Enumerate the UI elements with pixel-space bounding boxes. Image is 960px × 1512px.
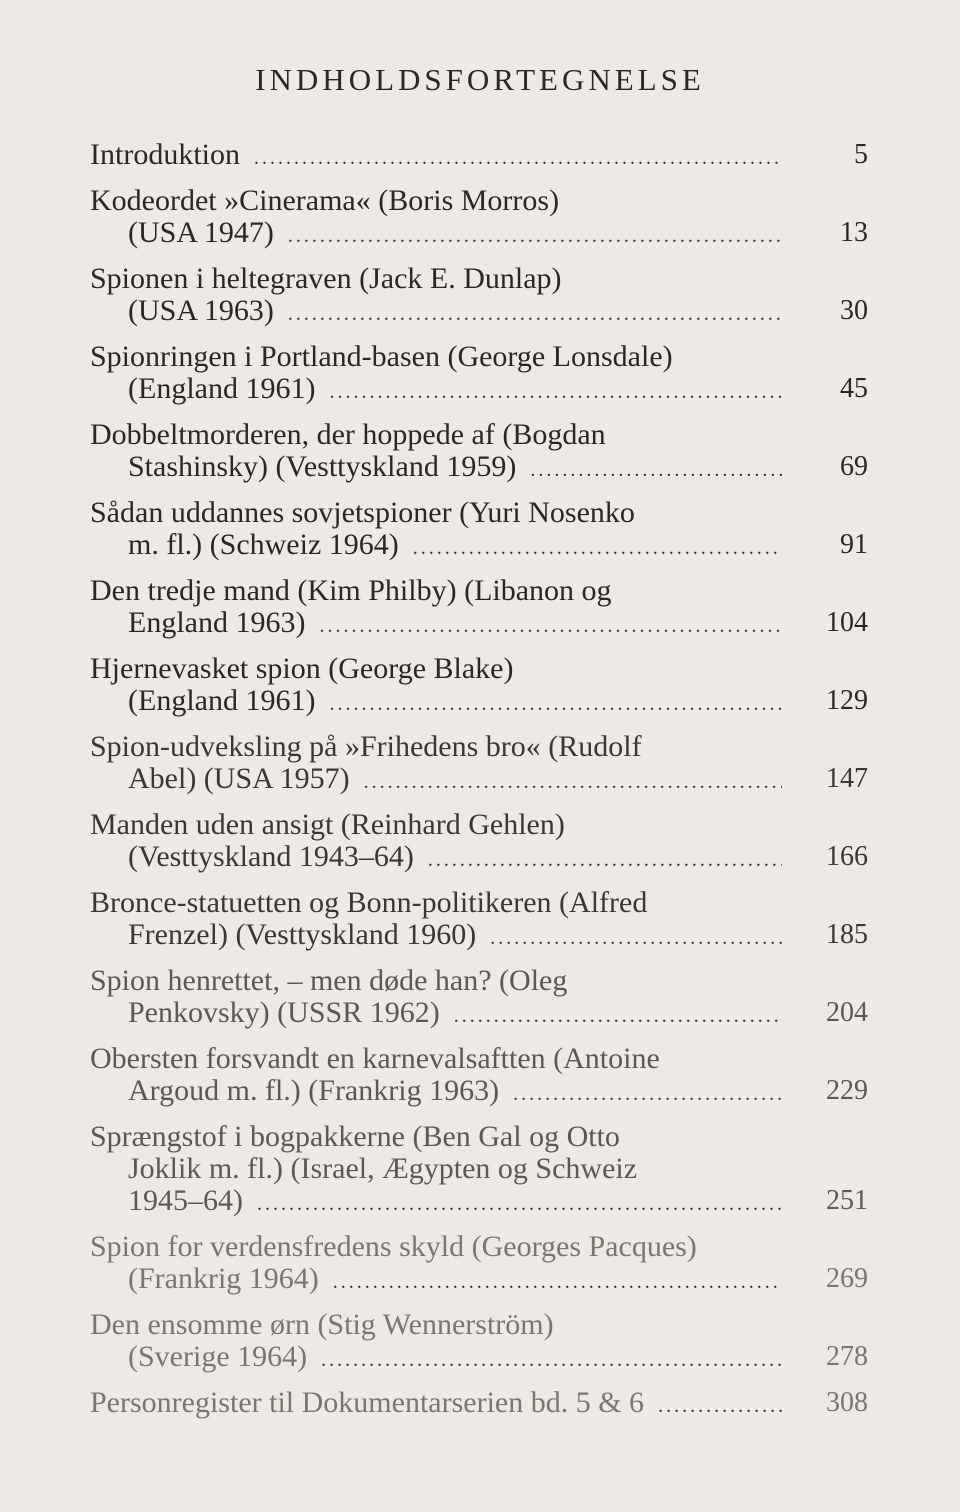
toc-entry-title-line — [128, 294, 792, 328]
page-number: 185 — [826, 919, 868, 950]
dot-leader — [490, 921, 782, 955]
toc-entry-text: Spion-udveksling på »Frihedens bro« (Rudolf — [90, 730, 642, 763]
dot-leader — [413, 531, 782, 565]
page-number: 269 — [826, 1263, 868, 1294]
dot-leader — [288, 219, 782, 253]
toc-entry-title-line — [128, 996, 792, 1030]
toc-entry-text: Den tredje mand (Kim Philby) (Libanon og — [90, 574, 612, 607]
page-title: INDHOLDSFORTEGNELSE — [255, 62, 705, 97]
dot-leader — [364, 765, 782, 799]
page-number: 5 — [854, 139, 868, 170]
toc-entry-text: Argoud m. fl.) (Frankrig 1963) — [128, 1074, 500, 1107]
toc-entry-title-line — [90, 138, 792, 172]
toc-entry-text: Spion for verdensfredens skyld (Georges Pacques) — [90, 1230, 697, 1263]
dot-leader — [329, 687, 782, 721]
dot-leader — [257, 1187, 782, 1221]
toc-entry-text: Kodeordet »Cinerama« (Boris Morros) — [90, 184, 560, 217]
dot-leader — [454, 999, 782, 1033]
toc-entry-text: Stashinsky) (Vesttyskland 1959) — [128, 450, 517, 483]
toc-entry-title-line — [128, 1262, 792, 1296]
page-number: 91 — [840, 529, 868, 560]
toc-entry-text: Hjernevasket spion (George Blake) — [90, 652, 514, 685]
toc-entry-text: (Vesttyskland 1943–64) — [128, 840, 414, 873]
toc-entry-text: Sådan uddannes sovjetspioner (Yuri Nosenko — [90, 496, 635, 529]
page-number: 129 — [826, 685, 868, 716]
page-number: 69 — [840, 451, 868, 482]
dot-leader — [530, 453, 782, 487]
toc-entry-text: Spionringen i Portland-basen (George Lonsdale) — [90, 340, 673, 373]
page-number: 104 — [826, 607, 868, 638]
toc-entry-text: Spionen i heltegraven (Jack E. Dunlap) — [90, 262, 562, 295]
toc-entry-text: Bronce-statuetten og Bonn-politikeren (Alfred — [90, 886, 648, 919]
toc-entry-text: Penkovsky) (USSR 1962) — [128, 996, 440, 1029]
page-number: 251 — [826, 1185, 868, 1216]
toc-entry-title-line — [128, 684, 792, 718]
toc-entry-text: (Frankrig 1964) — [128, 1262, 319, 1295]
page-number: 204 — [826, 997, 868, 1028]
dot-leader — [319, 609, 782, 643]
dot-leader — [333, 1265, 782, 1299]
page-number: 30 — [840, 295, 868, 326]
dot-leader — [288, 297, 782, 331]
toc-entry-title-line — [128, 528, 792, 562]
toc-entry-text: (USA 1947) — [128, 216, 274, 249]
toc-entry-text: (USA 1963) — [128, 294, 274, 327]
toc-entry-title-line — [128, 450, 792, 484]
page-number: 45 — [840, 373, 868, 404]
toc-entry-text: m. fl.) (Schweiz 1964) — [128, 528, 399, 561]
toc-entry-title-line — [128, 1184, 792, 1218]
toc-entry-text: Joklik m. fl.) (Israel, Ægypten og Schweiz — [128, 1152, 638, 1185]
toc-entry-text: Abel) (USA 1957) — [128, 762, 350, 795]
toc-entry-text: Den ensomme ørn (Stig Wennerström) — [90, 1308, 554, 1341]
toc-entry-text: (England 1961) — [128, 372, 316, 405]
page-number: 278 — [826, 1341, 868, 1372]
toc-entry-text: Personregister til Dokumentarserien bd. 5 & 6 — [90, 1386, 645, 1419]
toc-entry-text: (Sverige 1964) — [128, 1340, 308, 1373]
page-number: 13 — [840, 217, 868, 248]
toc-entry-title-line — [90, 1386, 792, 1420]
toc-entry-title-line — [128, 1074, 792, 1108]
toc-entry-text: Spion henrettet, – men døde han? (Oleg — [90, 964, 568, 997]
dot-leader — [428, 843, 782, 877]
toc-entry-title-line — [128, 918, 792, 952]
page-number: 166 — [826, 841, 868, 872]
toc-entry-text: Frenzel) (Vesttyskland 1960) — [128, 918, 477, 951]
toc-entry-title-line — [128, 216, 792, 250]
toc-entry-text: Dobbeltmorderen, der hoppede af (Bogdan — [90, 418, 606, 451]
toc-entry-title-line — [128, 606, 792, 640]
dot-leader — [329, 375, 782, 409]
toc-entry-text: Obersten forsvandt en karnevalsaftten (Antoine — [90, 1042, 660, 1075]
dot-leader — [658, 1389, 782, 1423]
page-number: 147 — [826, 763, 868, 794]
toc-entry-title-line — [128, 840, 792, 874]
toc-entry-text: 1945–64) — [128, 1184, 243, 1217]
toc-entry-title-line — [128, 1340, 792, 1374]
toc-entry-text: Manden uden ansigt (Reinhard Gehlen) — [90, 808, 565, 841]
dot-leader — [513, 1077, 782, 1111]
page-number: 308 — [826, 1387, 868, 1418]
dot-leader — [254, 141, 782, 175]
toc-entry-text: England 1963) — [128, 606, 306, 639]
toc-entry-text: Introduktion — [90, 138, 240, 171]
toc-entry-text: Sprængstof i bogpakkerne (Ben Gal og Otto — [90, 1120, 620, 1153]
toc-entry-title-line — [128, 762, 792, 796]
toc-entry-text: (England 1961) — [128, 684, 316, 717]
dot-leader — [321, 1343, 782, 1377]
page-number: 229 — [826, 1075, 868, 1106]
toc-entry-title-line — [128, 372, 792, 406]
